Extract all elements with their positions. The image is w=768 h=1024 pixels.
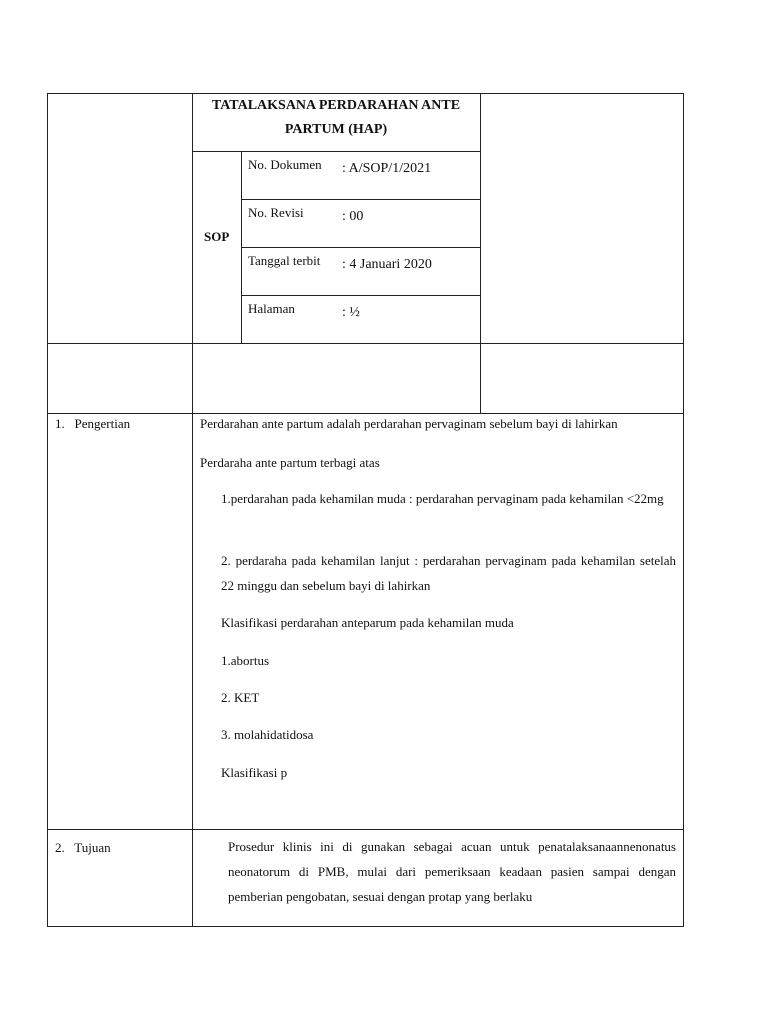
field-label-halaman: Halaman <box>248 301 295 316</box>
field-value-no-revisi: : 00 <box>342 209 364 224</box>
field-label-no-revisi: No. Revisi <box>248 205 304 220</box>
pengertian-paragraph-1: Perdarahan ante partum adalah perdarahan pervaginam sebelum bayi di lahirkan <box>200 416 618 431</box>
right-column-divider <box>480 93 481 413</box>
field-divider-2 <box>241 247 480 248</box>
pengertian-paragraph-2: Perdaraha ante partum terbagi atas <box>200 455 380 470</box>
section-label-tujuan: 2. Tujuan <box>55 840 111 855</box>
field-label-tanggal-terbit: Tanggal terbit <box>248 253 321 268</box>
pengertian-paragraph-5: Klasifikasi perdarahan anteparum pada kehamilan muda <box>221 615 514 630</box>
section-label-pengertian: 1. Pengertian <box>55 416 131 431</box>
document-title-line1: TATALAKSANA PERDARAHAN ANTE <box>211 98 461 113</box>
document-title-line2: PARTUM (HAP) <box>284 122 388 137</box>
field-value-tanggal-terbit: : 4 Januari 2020 <box>342 257 432 272</box>
left-column-divider <box>192 93 193 927</box>
pengertian-paragraph-7: 2. KET <box>221 690 260 705</box>
pengertian-paragraph-6: 1.abortus <box>221 653 270 668</box>
field-value-halaman: : ½ <box>342 305 360 320</box>
header-divider-bottom <box>47 343 684 344</box>
pengertian-paragraph-3: 1.perdarahan pada kehamilan muda : perdarahan pervaginam pada kehamilan <22mg <box>221 491 664 506</box>
pengertian-paragraph-8: 3. molahidatidosa <box>221 727 314 742</box>
field-label-no-dokumen: No. Dokumen <box>248 157 322 172</box>
field-divider-1 <box>241 199 480 200</box>
title-divider <box>192 151 480 152</box>
pengertian-paragraph-9: Klasifikasi p <box>221 765 288 780</box>
section-divider-top <box>47 413 684 414</box>
tujuan-paragraph-1: Prosedur klinis ini di gunakan sebagai acuan untuk penatalaksanaannenonatus neonatorum di PMB, mulai dari pemeriksaan keadaan pasien sampai dengan pemberian pengobatan, sesuai dengan protap yang berlaku <box>228 839 676 904</box>
section-divider-middle <box>47 829 684 830</box>
sop-label: SOP <box>204 229 230 244</box>
document-title <box>192 94 480 142</box>
pengertian-paragraph-4: 2. perdaraha pada kehamilan lanjut : perdarahan pervaginam pada kehamilan setelah 22 minggu dan sebelum bayi di lahirkan <box>221 553 676 593</box>
field-divider-3 <box>241 295 480 296</box>
field-value-no-dokumen: : A/SOP/1/2021 <box>342 161 432 176</box>
